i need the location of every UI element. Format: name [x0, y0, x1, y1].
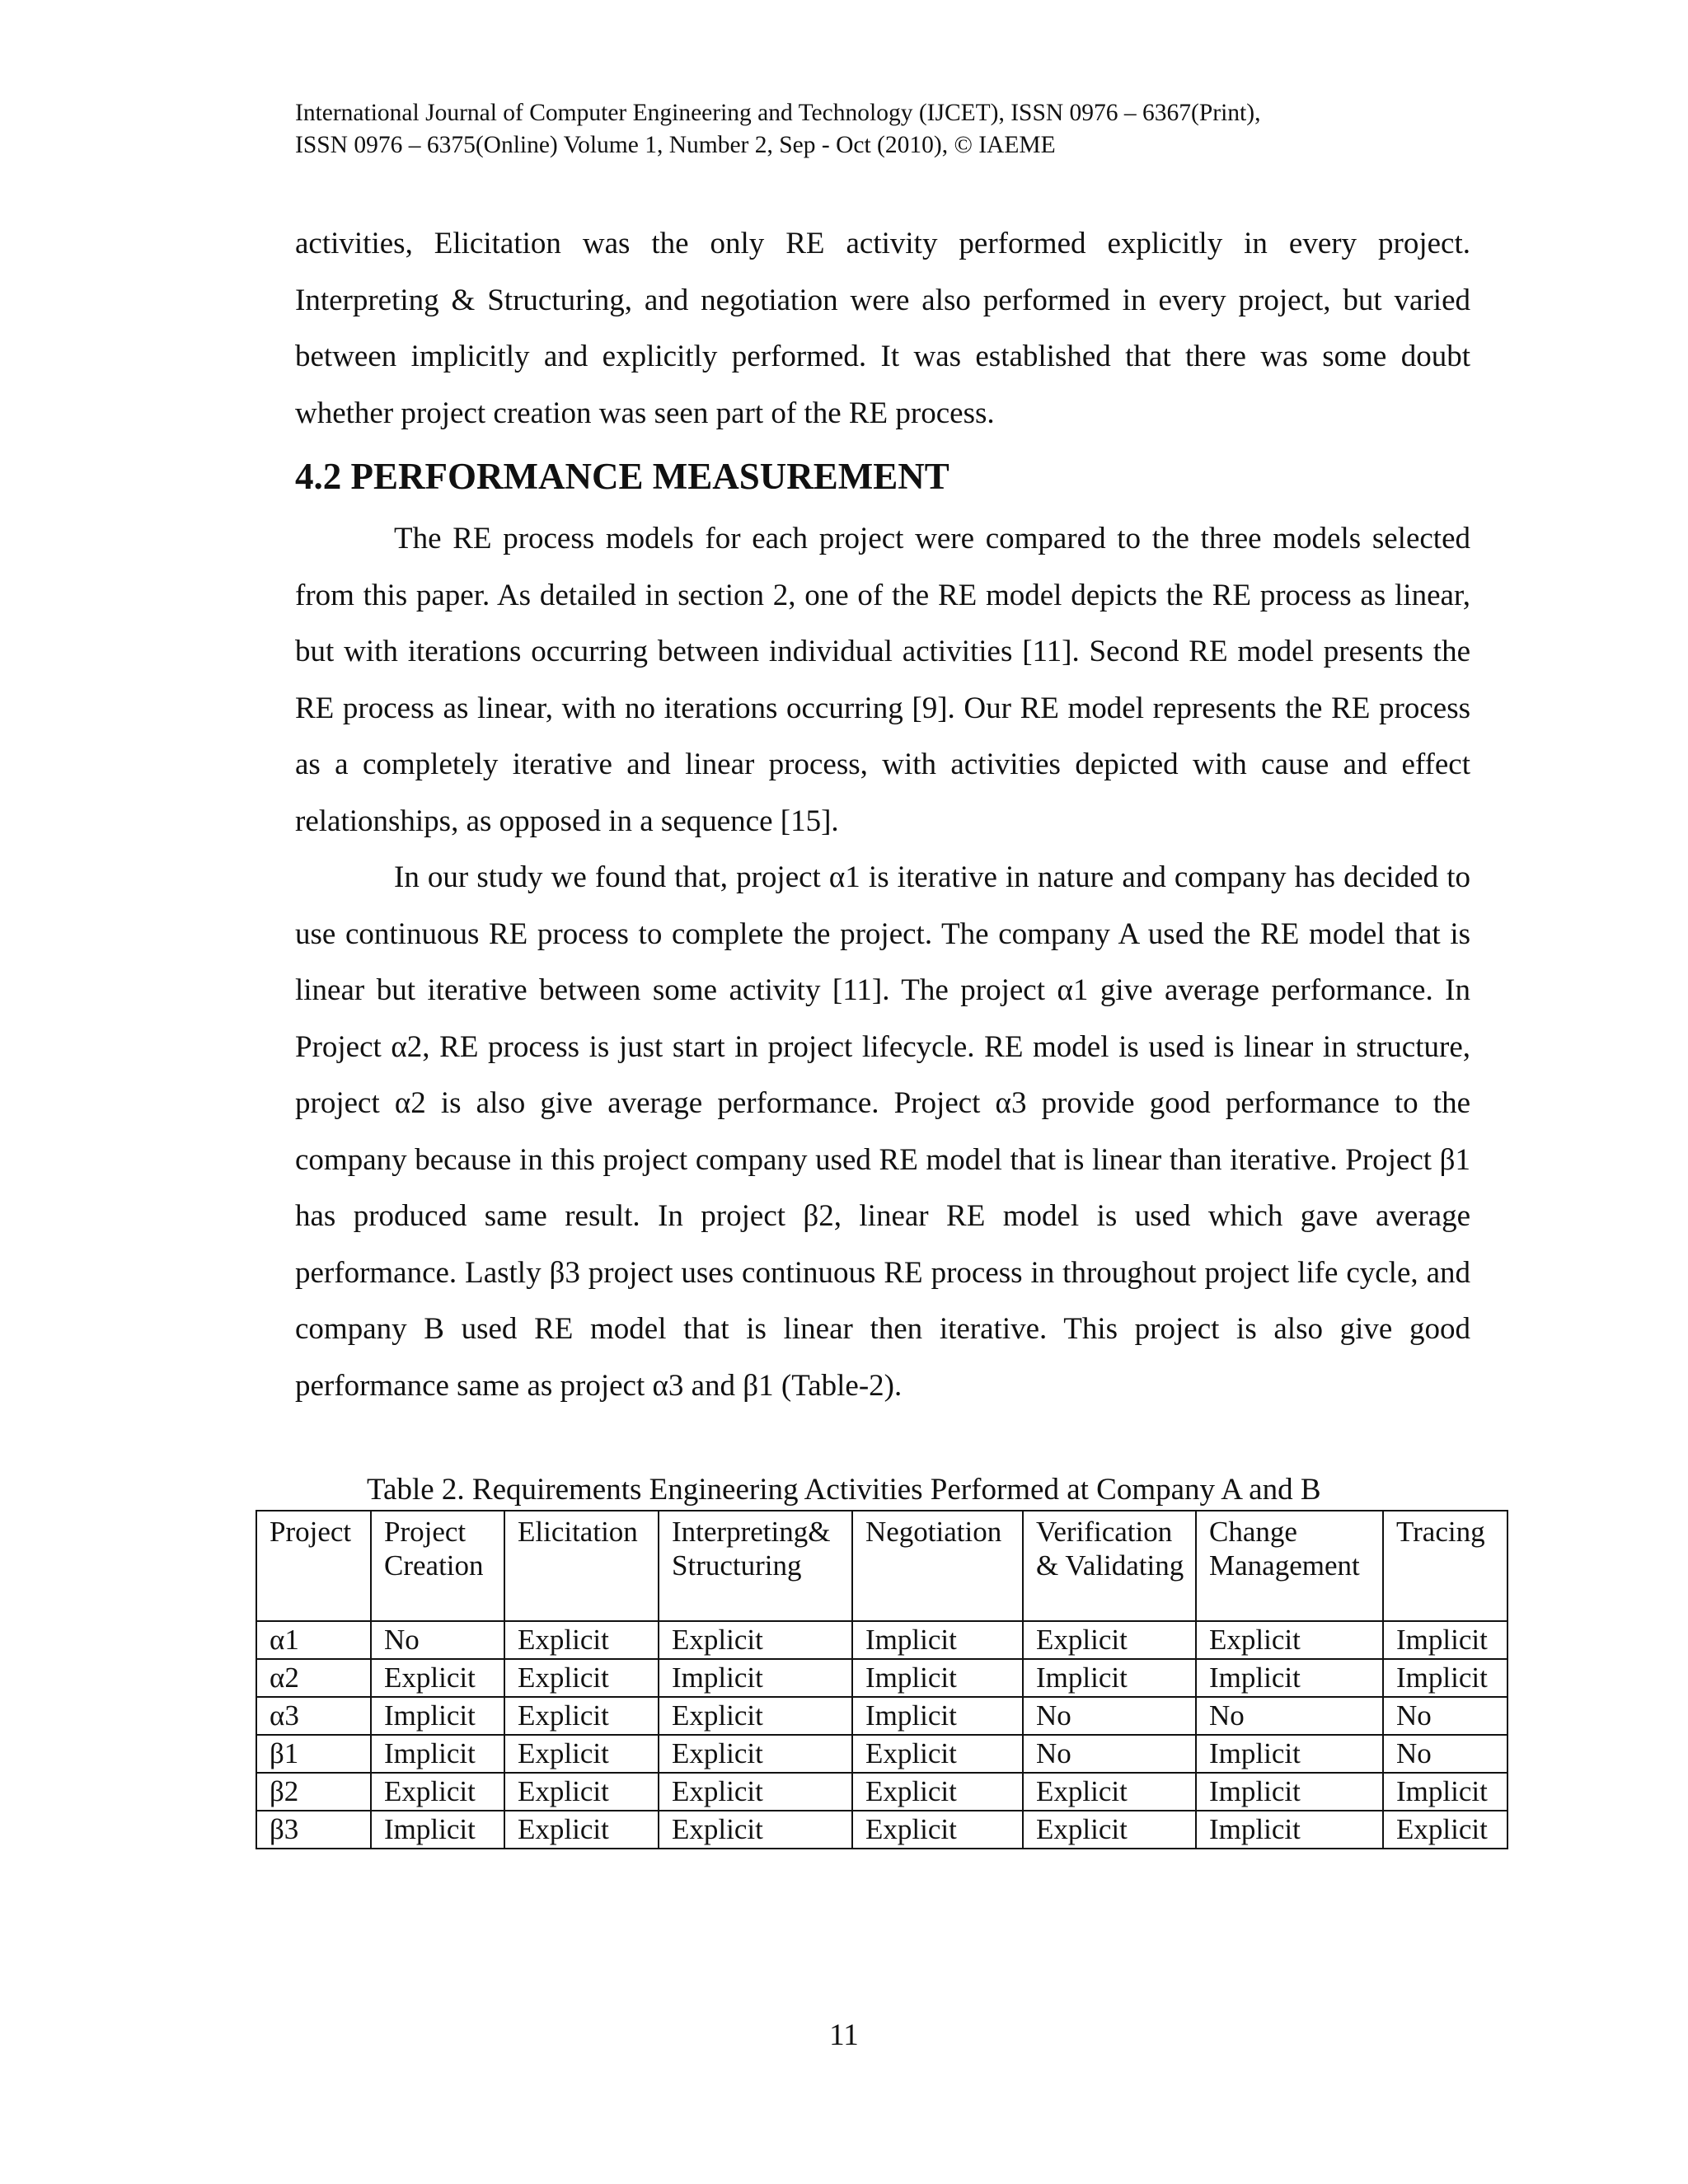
column-header-verification-validating: Verification & Validating [1023, 1511, 1196, 1621]
table-cell: No [1383, 1735, 1507, 1773]
table-cell: Explicit [659, 1735, 852, 1773]
table-cell: No [1196, 1697, 1383, 1735]
table-cell: Explicit [371, 1773, 504, 1811]
table-cell: β3 [256, 1811, 371, 1849]
table-cell: Explicit [1383, 1811, 1507, 1849]
table-cell: β2 [256, 1773, 371, 1811]
column-header-interpreting-structuring: Interpreting& Structuring [659, 1511, 852, 1621]
table-cell: Explicit [1196, 1621, 1383, 1659]
table-cell: Implicit [371, 1697, 504, 1735]
table-cell: Explicit [504, 1621, 659, 1659]
table-cell: Explicit [371, 1659, 504, 1697]
intro-paragraph: activities, Elicitation was the only RE activity performed explicitly in every project. Interpreting & Structuring, and negotiation were also performed in every project, but varied between implicitly and explicitly performed. It was established that there was some doubt whether project creation was seen part of the RE process. [295, 227, 1470, 430]
table-row [256, 1659, 1507, 1697]
table-cell: Explicit [659, 1697, 852, 1735]
table-caption: Table 2. Requirements Engineering Activities Performed at Company A and B [367, 1473, 1321, 1507]
table-row [256, 1735, 1507, 1773]
table-cell: Implicit [1023, 1659, 1196, 1697]
table-cell: α1 [256, 1621, 371, 1659]
table-cell: No [371, 1621, 504, 1659]
table-cell: β1 [256, 1735, 371, 1773]
table-cell: Explicit [659, 1811, 852, 1849]
table-cell: Explicit [504, 1697, 659, 1735]
re-activities-table [256, 1510, 1508, 1849]
column-header-tracing: Tracing [1383, 1511, 1507, 1621]
table-cell: Explicit [504, 1735, 659, 1773]
journal-header-line-1: International Journal of Computer Engineering and Technology (IJCET), ISSN 0976 – 6367(Print), [295, 100, 1261, 126]
table-cell: Implicit [659, 1659, 852, 1697]
table-cell: Explicit [1023, 1621, 1196, 1659]
table-row [256, 1811, 1507, 1849]
models-paragraph: The RE process models for each project were compared to the three models selected from this paper. As detailed in section 2, one of the RE model depicts the RE process as linear, but with iterations occurring between individual activities [11]. Second RE model presents the RE process as linear, with no iterations occurring [9]. Our RE model represents the RE process as a completely iterative and linear process, with activities depicted with cause and effect relationships, as opposed in a sequence [15]. [295, 522, 1470, 838]
table-cell: α3 [256, 1697, 371, 1735]
table-row [256, 1697, 1507, 1735]
journal-header-line-2: ISSN 0976 – 6375(Online) Volume 1, Number 2, Sep - Oct (2010), © IAEME [295, 132, 1056, 158]
study-paragraph: In our study we found that, project α1 is iterative in nature and company has decided to use continuous RE process to complete the project. The company A used the RE model that is linear but iterative between some activity [11]. The project α1 give average performance. In Project α2, RE process is just start in project lifecycle. RE model is used is linear in structure, project α2 is also give average performance. Project α3 provide good performance to the company because in this project company used RE model that is linear than iterative. Project β1 has produced same result. In project β2, linear RE model is used which gave average performance. Lastly β3 project uses continuous RE process in throughout project life cycle, and company B used RE model that is linear then iterative. This project is also give good performance same as project α3 and β1 (Table-2). [295, 860, 1470, 1403]
table-cell: Implicit [852, 1697, 1023, 1735]
table-header-row [256, 1511, 1507, 1621]
column-header-negotiation: Negotiation [852, 1511, 1023, 1621]
table-cell: Implicit [1383, 1659, 1507, 1697]
table-cell: Implicit [1196, 1659, 1383, 1697]
column-header-project: Project [256, 1511, 371, 1621]
table-cell: No [1023, 1697, 1196, 1735]
table-cell: Explicit [852, 1735, 1023, 1773]
table-cell: Implicit [371, 1811, 504, 1849]
table-cell: Explicit [852, 1773, 1023, 1811]
section-heading: 4.2 PERFORMANCE MEASUREMENT [295, 456, 950, 497]
table-cell: Explicit [504, 1659, 659, 1697]
table-cell: Implicit [1196, 1735, 1383, 1773]
table-cell: No [1023, 1735, 1196, 1773]
table-cell: Explicit [852, 1811, 1023, 1849]
table-cell: Explicit [504, 1811, 659, 1849]
table-row [256, 1621, 1507, 1659]
column-header-change-management: Change Management [1196, 1511, 1383, 1621]
table-cell: α2 [256, 1659, 371, 1697]
table-cell: Implicit [371, 1735, 504, 1773]
table-cell: No [1383, 1697, 1507, 1735]
table-cell: Explicit [1023, 1773, 1196, 1811]
table-row [256, 1773, 1507, 1811]
table-cell: Implicit [1196, 1773, 1383, 1811]
table-cell: Implicit [1383, 1621, 1507, 1659]
column-header-project-creation: Project Creation [371, 1511, 504, 1621]
table-cell: Implicit [852, 1621, 1023, 1659]
column-header-elicitation: Elicitation [504, 1511, 659, 1621]
table-cell: Explicit [1023, 1811, 1196, 1849]
table-cell: Explicit [659, 1621, 852, 1659]
table-cell: Implicit [1383, 1773, 1507, 1811]
table-cell: Implicit [852, 1659, 1023, 1697]
table-cell: Implicit [1196, 1811, 1383, 1849]
page-number: 11 [829, 2018, 859, 2052]
journal-header [295, 97, 1482, 162]
table-cell: Explicit [659, 1773, 852, 1811]
table-cell: Explicit [504, 1773, 659, 1811]
